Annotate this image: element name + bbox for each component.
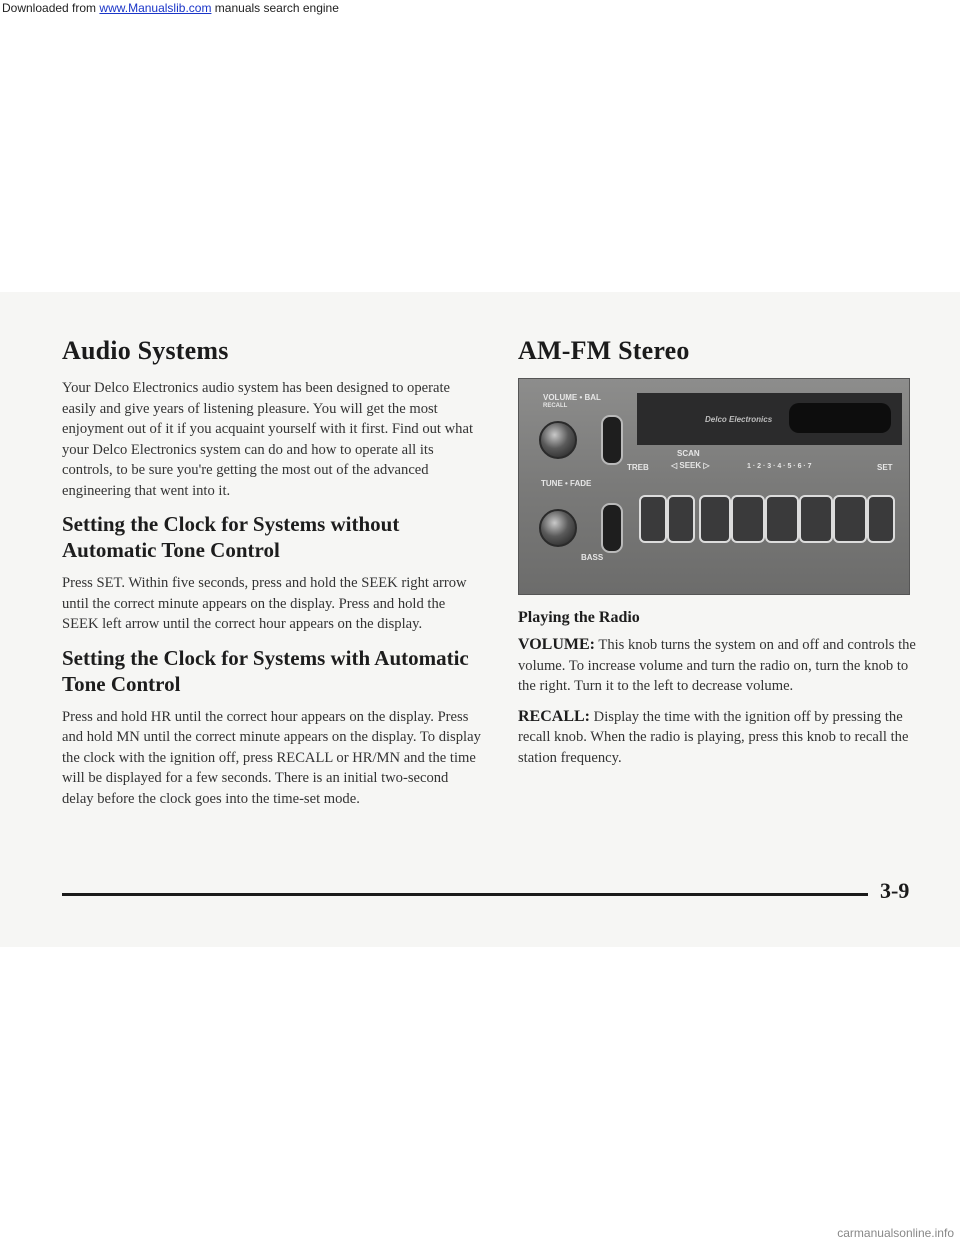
recall-paragraph [518,707,923,769]
audio-systems-title: Audio Systems [62,336,229,365]
preset-button-5 [833,495,867,543]
seek-right-button [667,495,695,543]
clock-with-atc-heading: Setting the Clock for Systems with Automatic Tone Control [62,645,469,696]
recall-text: Display the time with the ignition off by pressing the recall knob. When the radio is playing, press this knob to recall the station frequency. [518,708,909,766]
manualslib-link[interactable]: www.Manualslib.com [99,1,212,15]
seek-left-button [639,495,667,543]
set-button [867,495,895,543]
left-column [62,336,482,819]
scan-label: SCAN [677,449,700,458]
volume-bal-label: VOLUME • BAL [543,393,601,402]
recall-term: RECALL: [518,707,591,725]
clock-with-atc-text: Press and hold HR until the correct hour appears on the display. Press and hold MN until the correct minute appears on the display. To display the clock with the ignition off, press RECALL or HR/MN and the time will be displayed for a few seconds. There is an initial two-second delay before the clock goes into the time-set mode. [62,708,481,807]
intro-paragraph: Your Delco Electronics audio system has been designed to operate easily and give years of listening pleasure. You will get the most enjoyment out of it if you acquaint yourself with it first. Find out what your Delco Electronics system can do and how to operate all its controls, to be sure you're getting the most out of the advanced engineering that went into it. [62,380,473,499]
bass-label: BASS [581,553,604,562]
banner-prefix: Downloaded from [2,1,97,15]
tune-fade-label: TUNE • FADE [541,479,592,488]
am-fm-stereo-title: AM-FM Stereo [518,336,690,365]
clock-without-atc-text: Press SET. Within five seconds, press and hold the SEEK right arrow until the correct minute appears on the display. Press and hold the SEEK left arrow until the correct hour appears on the display. [62,575,467,632]
volume-paragraph [518,635,923,697]
footer-watermark: carmanualsonline.info [837,1226,954,1240]
radio-display-screen [789,403,891,433]
volume-text: This knob turns the system on and off and controls the volume. To increase volume and turn the radio on, turn the knob to the right. Turn it to the left to decrease volume. [518,637,916,694]
treble-slider [601,415,623,465]
page-number: 3-9 [880,878,910,903]
right-column [518,336,923,778]
preset-button-2 [731,495,765,543]
footer-rule [62,893,868,896]
bass-slider [601,503,623,553]
volume-knob [539,421,577,459]
tune-knob [539,509,577,547]
preset-button-1 [699,495,731,543]
recall-label: RECALL [543,403,568,409]
playing-radio-heading: Playing the Radio [518,609,640,626]
download-banner [0,0,960,16]
volume-term: VOLUME: [518,636,596,653]
preset-button-3 [765,495,799,543]
treb-label: TREB [627,463,649,472]
banner-suffix: manuals search engine [214,1,339,15]
seek-label: ◁ SEEK ▷ [671,461,710,470]
radio-faceplate-illustration [518,378,910,595]
brand-label: Delco Electronics [705,415,773,424]
clock-without-atc-heading: Setting the Clock for Systems without Automatic Tone Control [62,512,400,562]
preset-numbers: 1 · 2 · 3 · 4 · 5 · 6 · 7 [747,463,812,470]
set-label: SET [877,463,893,472]
preset-button-4 [799,495,833,543]
